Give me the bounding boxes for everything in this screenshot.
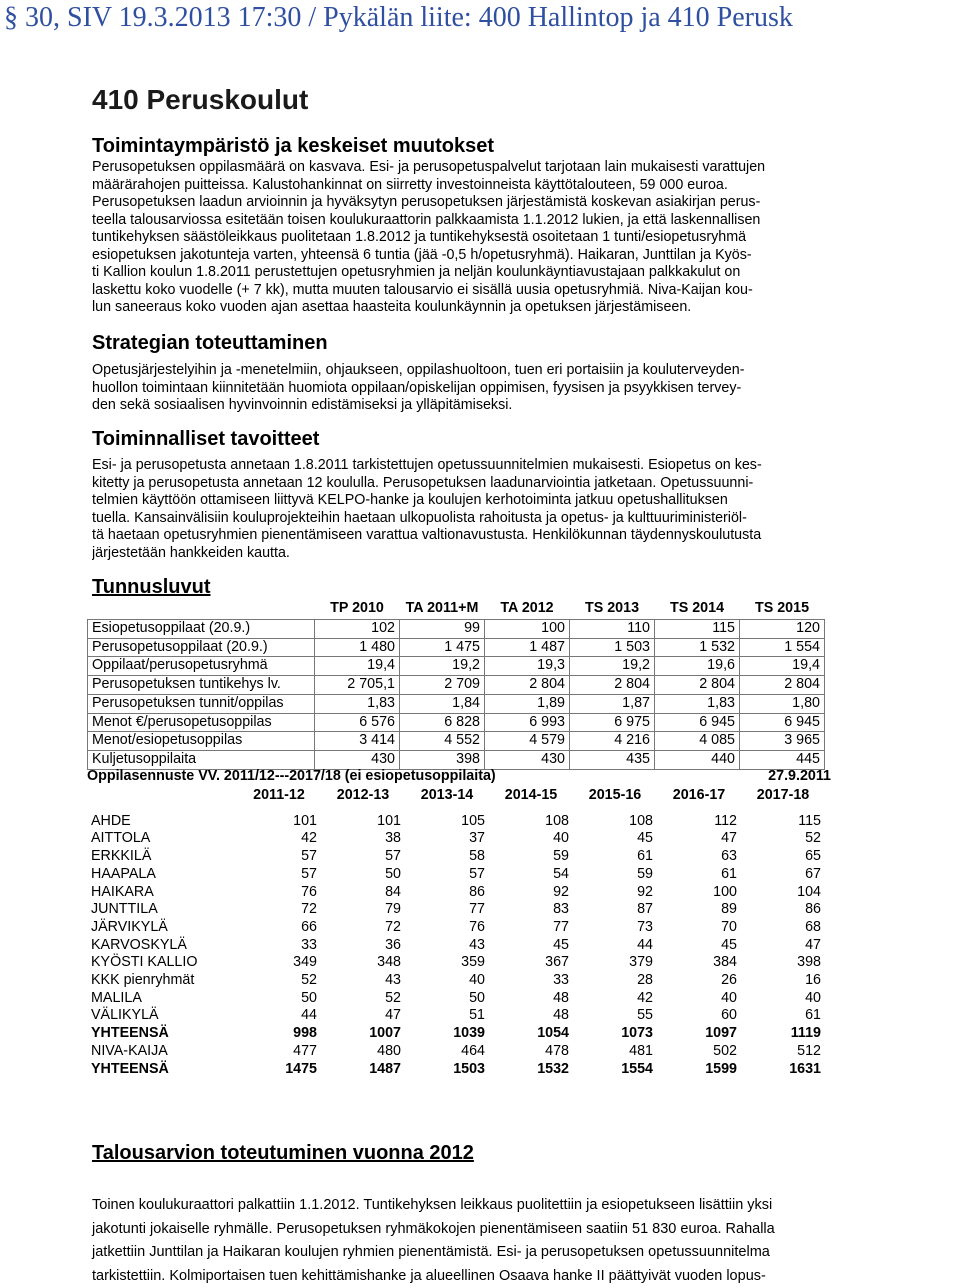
table-cell: 60 xyxy=(657,1007,741,1025)
row-label: AHDE xyxy=(87,813,237,831)
row-label: YHTEENSÄ xyxy=(87,1061,237,1079)
table-cell: 348 xyxy=(321,954,405,972)
table-cell: 45 xyxy=(489,937,573,955)
table-cell: 1007 xyxy=(321,1025,405,1043)
budget-heading xyxy=(92,1142,474,1165)
table-cell: 120 xyxy=(740,620,825,639)
table-row xyxy=(87,1043,825,1061)
row-label: HAIKARA xyxy=(87,884,237,902)
table-cell: 2 705,1 xyxy=(315,676,400,695)
table-cell: 51 xyxy=(405,1007,489,1025)
text-line: den sekä sosiaalisen hyvinvoinnin edistämiseksi ja ylläpitämiseksi. xyxy=(92,397,868,415)
table-cell: 48 xyxy=(489,990,573,1008)
table-cell: 40 xyxy=(657,990,741,1008)
table-header-row xyxy=(87,787,825,805)
table-cell: 1073 xyxy=(573,1025,657,1043)
table-cell: 52 xyxy=(741,830,825,848)
column-header: TA 2011+M xyxy=(400,599,485,620)
table-cell: 110 xyxy=(570,620,655,639)
table-cell: 89 xyxy=(657,901,741,919)
table-cell: 72 xyxy=(321,919,405,937)
table-cell: 42 xyxy=(573,990,657,1008)
text-line: kitetty ja perusopetusta annetaan 12 koululla. Perusopetuksen laadunarviointia jatketaan. Opetussuunni- xyxy=(92,475,868,493)
table-cell: 72 xyxy=(237,901,321,919)
table-cell: 19,6 xyxy=(655,657,740,676)
row-label: KYÖSTI KALLIO xyxy=(87,954,237,972)
table-cell: 59 xyxy=(489,848,573,866)
table-cell: 40 xyxy=(741,990,825,1008)
table-cell: 1119 xyxy=(741,1025,825,1043)
table-cell: 19,4 xyxy=(740,657,825,676)
table-cell: 66 xyxy=(237,919,321,937)
table-cell: 58 xyxy=(405,848,489,866)
table-cell: 1054 xyxy=(489,1025,573,1043)
table-cell: 1 554 xyxy=(740,638,825,657)
header-blank-cell xyxy=(88,599,315,620)
row-label: Menot €/perusopetusoppilas xyxy=(88,713,315,732)
text-line: jatkettiin Junttilan ja Haikaran koulujen ryhmien pienentämistä. Esi- ja perusopetuksen opetussuunnitelma xyxy=(92,1241,872,1265)
text-line: Perusopetuksen oppilasmäärä on kasvava. Esi- ja perusopetuspalvelut tarjotaan lain mukaisesti varattujen xyxy=(92,159,868,177)
table-cell: 2 709 xyxy=(400,676,485,695)
environment-heading: Toimintaympäristö ja keskeiset muutokset xyxy=(92,135,494,158)
table-cell: 998 xyxy=(237,1025,321,1043)
table-row xyxy=(88,657,825,676)
table-cell: 1,83 xyxy=(655,694,740,713)
table-cell: 4 085 xyxy=(655,732,740,751)
row-label: Perusopetusoppilaat (20.9.) xyxy=(88,638,315,657)
table-cell: 104 xyxy=(741,884,825,902)
table-cell: 1599 xyxy=(657,1061,741,1079)
page-title: 410 Peruskoulut xyxy=(92,84,308,116)
table-cell: 86 xyxy=(405,884,489,902)
table-cell: 70 xyxy=(657,919,741,937)
table-header-row xyxy=(88,599,825,620)
text-line: lun saneeraus koko vuoden ajan asettaa haasteita koulunkäynnin ja opetuksen järjestämiseen. xyxy=(92,299,868,317)
table-cell: 2 804 xyxy=(740,676,825,695)
table-cell: 44 xyxy=(237,1007,321,1025)
table-cell: 6 945 xyxy=(655,713,740,732)
table-cell: 478 xyxy=(489,1043,573,1061)
table-cell: 3 965 xyxy=(740,732,825,751)
text-line: esiopetuksen jakotunteja varten, yhteensä 6 tuntia (jää -0,5 h/opetusryhmä). Haikaran, Junttilan ja Kyös- xyxy=(92,247,868,265)
keyfigures-table xyxy=(87,599,825,770)
forecast-title: Oppilasennuste VV. 2011/12---2017/18 (ei esiopetusoppilaita) xyxy=(87,768,496,784)
row-label: KARVOSKYLÄ xyxy=(87,937,237,955)
table-cell: 379 xyxy=(573,954,657,972)
table-cell: 61 xyxy=(657,866,741,884)
table-cell: 43 xyxy=(405,937,489,955)
column-header: 2016-17 xyxy=(657,787,741,805)
table-row xyxy=(88,732,825,751)
column-header: TS 2013 xyxy=(570,599,655,620)
text-line: Esi- ja perusopetusta annetaan 1.8.2011 tarkistettujen opetussuunnitelmien mukaisesti. Esiopetus on kes- xyxy=(92,457,868,475)
table-cell: 37 xyxy=(405,830,489,848)
table-cell: 1039 xyxy=(405,1025,489,1043)
table-cell: 42 xyxy=(237,830,321,848)
table-row xyxy=(87,830,825,848)
table-row xyxy=(87,937,825,955)
table-cell: 105 xyxy=(405,813,489,831)
table-cell: 68 xyxy=(741,919,825,937)
spacer-cell xyxy=(87,805,825,813)
table-cell: 481 xyxy=(573,1043,657,1061)
table-cell: 102 xyxy=(315,620,400,639)
spacer-row xyxy=(87,805,825,813)
forecast-table xyxy=(87,787,825,1078)
table-cell: 464 xyxy=(405,1043,489,1061)
row-label: Esiopetusoppilaat (20.9.) xyxy=(88,620,315,639)
table-cell: 430 xyxy=(485,750,570,769)
table-cell: 6 975 xyxy=(570,713,655,732)
table-cell: 79 xyxy=(321,901,405,919)
table-cell: 54 xyxy=(489,866,573,884)
text-line: telmien käyttöön ottamiseen liittyvä KELPO-hanke ja koulujen kerhotoiminta jatkuu opetushallituksen xyxy=(92,492,868,510)
forecast-title-row xyxy=(87,768,831,784)
table-cell: 57 xyxy=(237,848,321,866)
table-cell: 36 xyxy=(321,937,405,955)
table-cell: 84 xyxy=(321,884,405,902)
table-cell: 6 576 xyxy=(315,713,400,732)
table-cell: 445 xyxy=(740,750,825,769)
table-row xyxy=(87,990,825,1008)
column-header: 2013-14 xyxy=(405,787,489,805)
table-cell: 76 xyxy=(405,919,489,937)
table-cell: 45 xyxy=(573,830,657,848)
table-cell: 1 532 xyxy=(655,638,740,657)
table-cell: 1 475 xyxy=(400,638,485,657)
table-cell: 1631 xyxy=(741,1061,825,1079)
table-cell: 502 xyxy=(657,1043,741,1061)
table-cell: 1475 xyxy=(237,1061,321,1079)
text-line: teella talousarviossa esitetään toisen koulukuraattorin palkkaamista 1.1.2012 lukien, ja että laskennallisen xyxy=(92,212,868,230)
table-cell: 38 xyxy=(321,830,405,848)
table-cell: 61 xyxy=(573,848,657,866)
table-cell: 61 xyxy=(741,1007,825,1025)
table-cell: 101 xyxy=(237,813,321,831)
table-cell: 19,4 xyxy=(315,657,400,676)
table-cell: 50 xyxy=(237,990,321,1008)
text-line: tuntikehyksen säästöleikkaus puolitetaan 1.8.2012 ja tuntikehyksestä osoitetaan 1 tunti/esiopetusryhmä xyxy=(92,229,868,247)
text-line: tarkistettiin. Kolmiportaisen tuen kehittämishanke ja alueellinen Osaava hanke II päättyivät vuoden lopus- xyxy=(92,1265,872,1288)
goals-text xyxy=(92,457,868,562)
table-row xyxy=(88,638,825,657)
table-cell: 108 xyxy=(489,813,573,831)
table-cell: 63 xyxy=(657,848,741,866)
table-cell: 2 804 xyxy=(570,676,655,695)
strategy-text xyxy=(92,362,868,415)
table-row xyxy=(87,1061,825,1079)
text-line: Opetusjärjestelyihin ja -menetelmiin, ohjaukseen, oppilashuoltoon, tuen eri portaisiin ja kouluterveyden- xyxy=(92,362,868,380)
table-cell: 83 xyxy=(489,901,573,919)
table-cell: 100 xyxy=(657,884,741,902)
table-cell: 57 xyxy=(405,866,489,884)
table-cell: 108 xyxy=(573,813,657,831)
table-row xyxy=(88,620,825,639)
row-label: VÄLIKYLÄ xyxy=(87,1007,237,1025)
table-cell: 100 xyxy=(485,620,570,639)
table-row xyxy=(87,884,825,902)
table-cell: 6 993 xyxy=(485,713,570,732)
column-header: 2017-18 xyxy=(741,787,825,805)
row-label: Oppilaat/perusopetusryhmä xyxy=(88,657,315,676)
table-row xyxy=(87,1025,825,1043)
table-cell: 73 xyxy=(573,919,657,937)
table-cell: 1532 xyxy=(489,1061,573,1079)
row-label: KKK pienryhmät xyxy=(87,972,237,990)
column-header: 2014-15 xyxy=(489,787,573,805)
table-row xyxy=(88,676,825,695)
table-cell: 3 414 xyxy=(315,732,400,751)
forecast-date: 27.9.2011 xyxy=(768,768,831,784)
table-row xyxy=(87,848,825,866)
row-label: MALILA xyxy=(87,990,237,1008)
table-cell: 99 xyxy=(400,620,485,639)
header-blank-cell xyxy=(87,787,237,805)
table-cell: 77 xyxy=(489,919,573,937)
table-cell: 26 xyxy=(657,972,741,990)
table-cell: 1487 xyxy=(321,1061,405,1079)
text-line: tuella. Kansainvälisiin kouluprojekteihin haetaan ulkopuolista rahoitusta ja opetus- ja kulttuuriministeriöl- xyxy=(92,510,868,528)
table-cell: 384 xyxy=(657,954,741,972)
environment-text xyxy=(92,159,868,317)
text-line: Perusopetuksen laadun arvioinnin ja hyväksytyn perusopetuksen järjestämistä koskevan asiakirjan perus- xyxy=(92,194,868,212)
table-row xyxy=(87,901,825,919)
table-cell: 6 828 xyxy=(400,713,485,732)
table-cell: 398 xyxy=(400,750,485,769)
row-label: HAAPALA xyxy=(87,866,237,884)
table-cell: 86 xyxy=(741,901,825,919)
table-cell: 1554 xyxy=(573,1061,657,1079)
row-label: Perusopetuksen tuntikehys lv. xyxy=(88,676,315,695)
table-cell: 115 xyxy=(655,620,740,639)
table-cell: 33 xyxy=(489,972,573,990)
table-cell: 430 xyxy=(315,750,400,769)
table-cell: 477 xyxy=(237,1043,321,1061)
table-cell: 16 xyxy=(741,972,825,990)
table-cell: 1,80 xyxy=(740,694,825,713)
table-cell: 33 xyxy=(237,937,321,955)
table-cell: 112 xyxy=(657,813,741,831)
table-row xyxy=(87,866,825,884)
table-cell: 52 xyxy=(321,990,405,1008)
table-cell: 45 xyxy=(657,937,741,955)
table-cell: 28 xyxy=(573,972,657,990)
table-cell: 57 xyxy=(321,848,405,866)
table-row xyxy=(88,713,825,732)
text-line: tä haetaan opetusryhmien pienentämiseen varattua valtionavustusta. Henkilökunnan täydennyskoulutusta xyxy=(92,527,868,545)
table-cell: 92 xyxy=(573,884,657,902)
table-cell: 1,87 xyxy=(570,694,655,713)
text-line: huollon toimintaan kiinnitetään huomiota oppilaan/opiskelijan oppimisen, fyysisen ja psyykkisen tervey- xyxy=(92,380,868,398)
table-cell: 359 xyxy=(405,954,489,972)
column-header: TS 2014 xyxy=(655,599,740,620)
table-cell: 1503 xyxy=(405,1061,489,1079)
goals-heading: Toiminnalliset tavoitteet xyxy=(92,428,319,451)
page-header: § 30, SIV 19.3.2013 17:30 / Pykälän liite: 400 Hallintop ja 410 Perusk xyxy=(4,2,793,34)
table-cell: 48 xyxy=(489,1007,573,1025)
table-cell: 44 xyxy=(573,937,657,955)
table-cell: 57 xyxy=(237,866,321,884)
table-cell: 55 xyxy=(573,1007,657,1025)
table-cell: 398 xyxy=(741,954,825,972)
table-row xyxy=(87,813,825,831)
text-line: laskettu koko vuodelle (+ 7 kk), mutta muuten talousarvio ei sisällä uusia opetusryhmiä. Niva-Kaijan kou- xyxy=(92,282,868,300)
column-header: TS 2015 xyxy=(740,599,825,620)
text-line: ti Kallion koulun 1.8.2011 perustettujen opetusryhmien ja neljän koulunkäyntiavustajaan palkkakulut on xyxy=(92,264,868,282)
table-cell: 1097 xyxy=(657,1025,741,1043)
table-cell: 47 xyxy=(321,1007,405,1025)
table-cell: 65 xyxy=(741,848,825,866)
table-cell: 2 804 xyxy=(655,676,740,695)
table-cell: 19,3 xyxy=(485,657,570,676)
row-label: AITTOLA xyxy=(87,830,237,848)
row-label: YHTEENSÄ xyxy=(87,1025,237,1043)
table-cell: 1 503 xyxy=(570,638,655,657)
budget-text xyxy=(92,1194,872,1288)
table-cell: 47 xyxy=(741,937,825,955)
column-header: TA 2012 xyxy=(485,599,570,620)
text-line: jakotunti jokaiselle ryhmälle. Perusopetuksen ryhmäkokojen pienentämiseen saatiin 51 830 euroa. Rahalla xyxy=(92,1218,872,1242)
table-row xyxy=(88,694,825,713)
table-cell: 47 xyxy=(657,830,741,848)
table-cell: 50 xyxy=(321,866,405,884)
column-header: 2011-12 xyxy=(237,787,321,805)
table-cell: 59 xyxy=(573,866,657,884)
row-label: Kuljetusoppilaita xyxy=(88,750,315,769)
table-cell: 1,83 xyxy=(315,694,400,713)
table-cell: 77 xyxy=(405,901,489,919)
text-line: Toinen koulukuraattori palkattiin 1.1.2012. Tuntikehyksen leikkaus puolitettiin ja esiopetukseen lisättiin yksi xyxy=(92,1194,872,1218)
table-cell: 1 480 xyxy=(315,638,400,657)
table-cell: 19,2 xyxy=(570,657,655,676)
table-cell: 50 xyxy=(405,990,489,1008)
table-cell: 2 804 xyxy=(485,676,570,695)
table-row xyxy=(87,954,825,972)
column-header: TP 2010 xyxy=(315,599,400,620)
row-label: ERKKILÄ xyxy=(87,848,237,866)
table-cell: 92 xyxy=(489,884,573,902)
table-row xyxy=(87,919,825,937)
table-cell: 101 xyxy=(321,813,405,831)
table-cell: 87 xyxy=(573,901,657,919)
row-label: Menot/esiopetusoppilas xyxy=(88,732,315,751)
table-cell: 43 xyxy=(321,972,405,990)
table-cell: 76 xyxy=(237,884,321,902)
table-cell: 1,84 xyxy=(400,694,485,713)
table-cell: 6 945 xyxy=(740,713,825,732)
table-cell: 19,2 xyxy=(400,657,485,676)
table-cell: 1 487 xyxy=(485,638,570,657)
budget-heading-text: Talousarvion toteutuminen vuonna 2012 xyxy=(92,1142,474,1164)
row-label: JUNTTILA xyxy=(87,901,237,919)
table-row xyxy=(87,972,825,990)
table-cell: 349 xyxy=(237,954,321,972)
table-cell: 367 xyxy=(489,954,573,972)
row-label: NIVA-KAIJA xyxy=(87,1043,237,1061)
table-cell: 440 xyxy=(655,750,740,769)
table-cell: 512 xyxy=(741,1043,825,1061)
row-label: JÄRVIKYLÄ xyxy=(87,919,237,937)
table-cell: 4 579 xyxy=(485,732,570,751)
column-header: 2012-13 xyxy=(321,787,405,805)
text-line: järjestetään hankkeiden kautta. xyxy=(92,545,868,563)
column-header: 2015-16 xyxy=(573,787,657,805)
table-cell: 40 xyxy=(405,972,489,990)
keyfigures-heading xyxy=(92,576,211,599)
table-row xyxy=(88,750,825,769)
table-cell: 40 xyxy=(489,830,573,848)
table-row xyxy=(87,1007,825,1025)
text-line: määrärahojen puitteissa. Kalustohankinnat on siirretty investoinneista käyttötalouteen, 59 000 euroa. xyxy=(92,177,868,195)
table-cell: 4 216 xyxy=(570,732,655,751)
table-cell: 480 xyxy=(321,1043,405,1061)
keyfigures-heading-text: Tunnusluvut xyxy=(92,576,211,598)
table-cell: 1,89 xyxy=(485,694,570,713)
table-cell: 435 xyxy=(570,750,655,769)
strategy-heading: Strategian toteuttaminen xyxy=(92,332,328,355)
table-cell: 52 xyxy=(237,972,321,990)
row-label: Perusopetuksen tunnit/oppilas xyxy=(88,694,315,713)
table-cell: 115 xyxy=(741,813,825,831)
table-cell: 67 xyxy=(741,866,825,884)
table-cell: 4 552 xyxy=(400,732,485,751)
